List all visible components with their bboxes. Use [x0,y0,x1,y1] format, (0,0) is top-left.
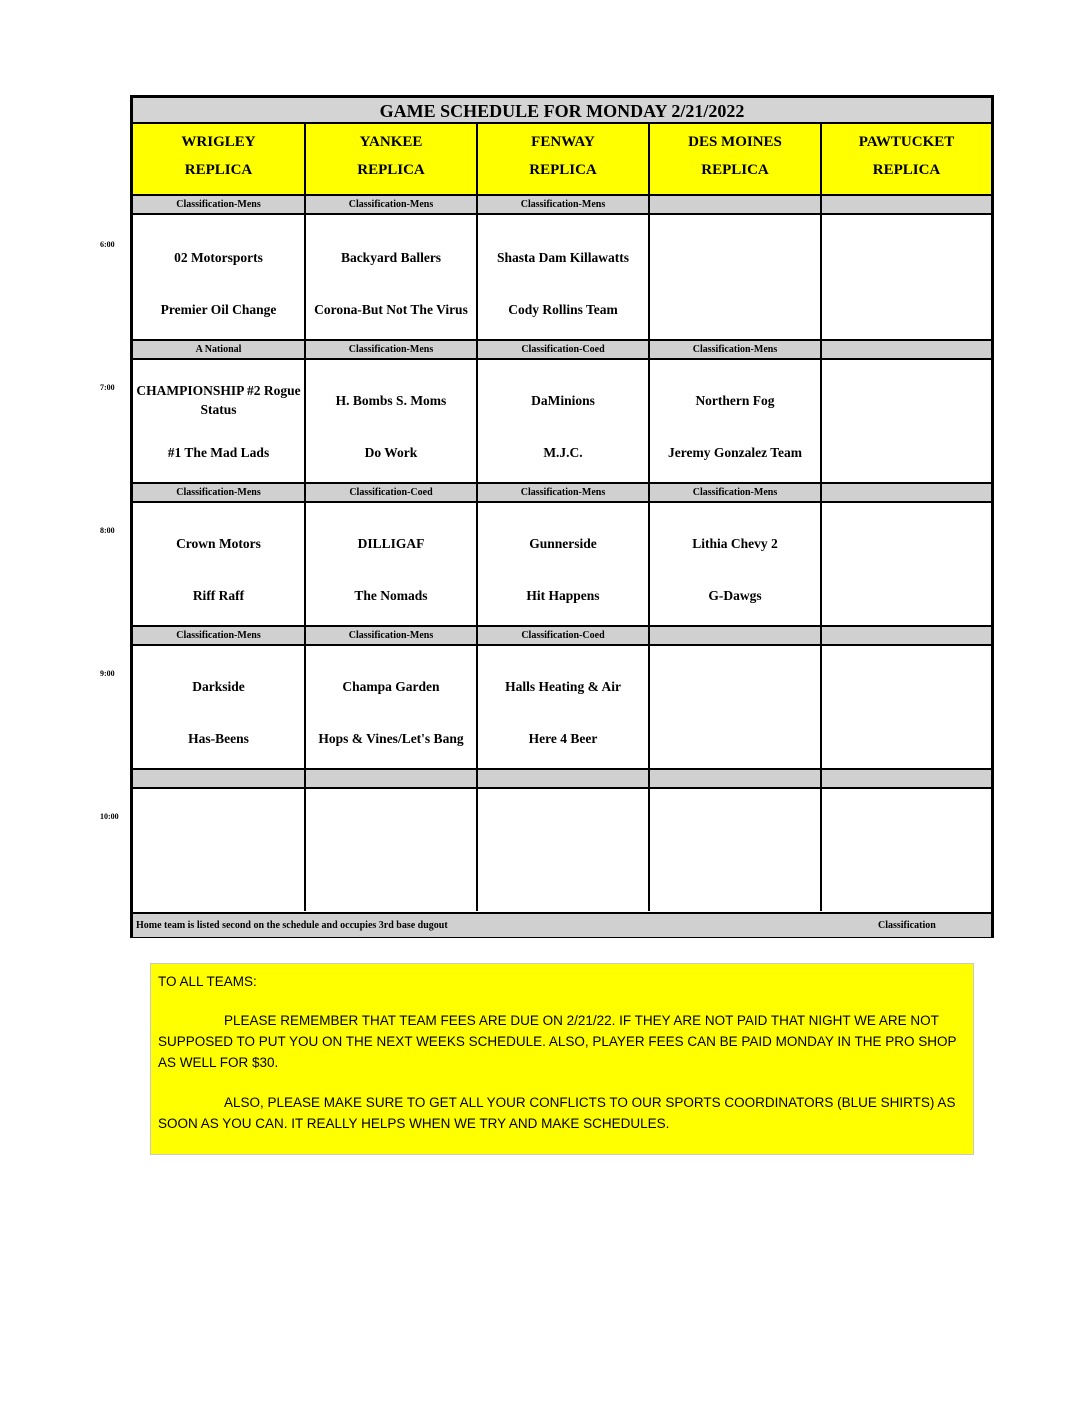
game-cell [650,787,822,911]
away-team [652,807,818,851]
away-team: Gunnerside [529,535,597,551]
classification-cell [822,196,991,213]
game-cell [478,787,650,911]
notice-box [150,963,974,1155]
classification-cell [306,770,478,787]
home-team: #1 The Mad Lads [167,444,270,460]
game-cell [306,787,478,911]
away-team: Crown Motors [176,535,261,551]
classification-cell: Classification-Coed [478,627,650,644]
away-team: Darkside [192,678,245,694]
game-row [133,358,991,482]
field-name: FENWAY [531,134,595,150]
field-header-pawtucket [822,124,991,194]
game-cell [822,358,991,482]
classification-row [133,768,991,789]
home-team: Premier Oil Change [160,301,277,317]
field-name: DES MOINES [688,134,782,150]
home-team: Riff Raff [192,587,245,603]
classification-cell: Classification-Mens [478,484,650,501]
away-team [135,807,302,851]
classification-cell: Classification-Coed [306,484,478,501]
home-team [824,859,989,903]
away-team: H. Bombs S. Moms [335,392,447,408]
footer-classification: Classification [878,920,936,931]
field-name: YANKEE [359,134,423,150]
schedule-table [130,95,994,938]
game-cell [650,644,822,768]
game-cell [306,644,478,768]
classification-cell: Classification-Mens [306,196,478,213]
game-cell [133,644,306,768]
away-team: Halls Heating & Air [505,678,621,694]
home-team [652,859,818,903]
notice-paragraph-conflicts: ALSO, PLEASE MAKE SURE TO GET ALL YOUR CONFLICTS TO OUR SPORTS COORDINATORS (BLUE SHIRTS) AS SOON AS YOU CAN. IT REALLY HELPS WHEN WE TRY AND MAKE SCHEDULES. [158,1095,956,1131]
field-type: REPLICA [357,162,425,178]
field-type: REPLICA [872,162,941,178]
game-row [133,215,991,339]
classification-row [133,339,991,360]
away-team [480,807,646,851]
game-cell [306,501,478,625]
game-cell [650,215,822,339]
classification-cell [650,627,822,644]
home-team: Corona-But Not The Virus [314,301,468,317]
field-type: REPLICA [701,162,769,178]
away-team [824,235,989,279]
game-cell [822,644,991,768]
time-label: 9:00 [100,669,115,678]
schedule-title: GAME SCHEDULE FOR MONDAY 2/21/2022 [133,98,991,124]
time-label: 7:00 [100,383,115,392]
game-cell [822,215,991,339]
away-team [308,807,474,851]
home-team: Hops & Vines/Let's Bang [318,730,464,746]
away-team [824,807,989,851]
classification-cell: Classification-Mens [133,627,306,644]
away-team: Shasta Dam Killawatts [496,249,629,265]
game-cell [478,501,650,625]
classification-row [133,194,991,215]
game-cell [478,215,650,339]
away-team: CHAMPIONSHIP #2 Rogue Status [136,383,301,417]
away-team: Champa Garden [342,678,440,694]
field-header-row [133,124,991,194]
time-label: 8:00 [100,526,115,535]
field-header-wrigley [133,124,306,194]
classification-row [133,482,991,503]
away-team: Northern Fog [695,392,775,408]
classification-cell: Classification-Mens [133,196,306,213]
away-team [824,521,989,565]
game-cell [133,787,306,911]
away-team: DILLIGAF [357,535,425,551]
notice-paragraph-fees: PLEASE REMEMBER THAT TEAM FEES ARE DUE ON 2/21/22. IF THEY ARE NOT PAID THAT NIGHT WE ARE NOT SUPPOSED TO PUT YOU ON THE NEXT WEEKS SCHEDULE. ALSO, PLAYER FEES CAN BE PAID MONDAY IN THE PRO SHOP AS WELL FOR $30. [158,1013,957,1070]
classification-cell: Classification-Mens [650,341,822,358]
game-cell [133,501,306,625]
home-team: Do Work [364,444,418,460]
time-label: 6:00 [100,240,115,249]
home-team [824,573,989,617]
home-team: Here 4 Beer [528,730,598,746]
home-team: M.J.C. [543,444,583,460]
game-cell [650,358,822,482]
game-cell [478,644,650,768]
home-team [135,859,302,903]
classification-cell [133,770,306,787]
classification-cell [822,484,991,501]
game-cell [650,501,822,625]
home-team: The Nomads [354,587,428,603]
classification-cell [822,341,991,358]
game-row [133,501,991,625]
home-team: Hit Happens [526,587,600,603]
home-team-note: Home team is listed second on the schedule and occupies 3rd base dugout [136,920,448,931]
classification-cell: Classification-Mens [306,341,478,358]
field-type: REPLICA [184,162,253,178]
field-header-des-moines [650,124,822,194]
classification-cell: Classification-Mens [650,484,822,501]
classification-cell: A National [133,341,306,358]
game-row [133,644,991,768]
game-cell [133,215,306,339]
game-cell [306,215,478,339]
classification-cell: Classification-Mens [306,627,478,644]
home-team: Cody Rollins Team [508,301,618,317]
classification-cell: Classification-Mens [478,196,650,213]
field-type: REPLICA [529,162,597,178]
time-label: 10:00 [100,812,119,821]
home-team [824,430,989,474]
field-name: PAWTUCKET [858,134,955,150]
home-team [824,287,989,331]
home-team: Has-Beens [188,730,249,746]
classification-cell: Classification-Mens [133,484,306,501]
home-team [652,716,818,760]
away-team [824,378,989,422]
away-team: Lithia Chevy 2 [692,535,778,551]
away-team: DaMinions [531,392,595,408]
home-team [652,287,818,331]
field-name: WRIGLEY [181,134,256,150]
classification-cell [478,770,650,787]
game-cell [822,787,991,911]
away-team: 02 Motorsports [174,249,263,265]
away-team [824,664,989,708]
away-team: Backyard Ballers [340,249,442,265]
away-team [652,235,818,279]
home-team [824,716,989,760]
field-header-yankee [306,124,478,194]
game-cell [478,358,650,482]
game-cell [133,358,306,482]
notice-heading: TO ALL TEAMS: [158,974,257,989]
classification-row [133,625,991,646]
schedule-footer [133,912,991,937]
away-team [652,664,818,708]
classification-cell: Classification-Coed [478,341,650,358]
home-team: Jeremy Gonzalez Team [668,444,802,460]
field-header-fenway [478,124,650,194]
classification-cell [822,627,991,644]
classification-cell [650,196,822,213]
game-cell [822,501,991,625]
game-row [133,787,991,911]
home-team [308,859,474,903]
home-team: G-Dawgs [708,587,762,603]
game-cell [306,358,478,482]
classification-cell [822,770,991,787]
home-team [480,859,646,903]
classification-cell [650,770,822,787]
